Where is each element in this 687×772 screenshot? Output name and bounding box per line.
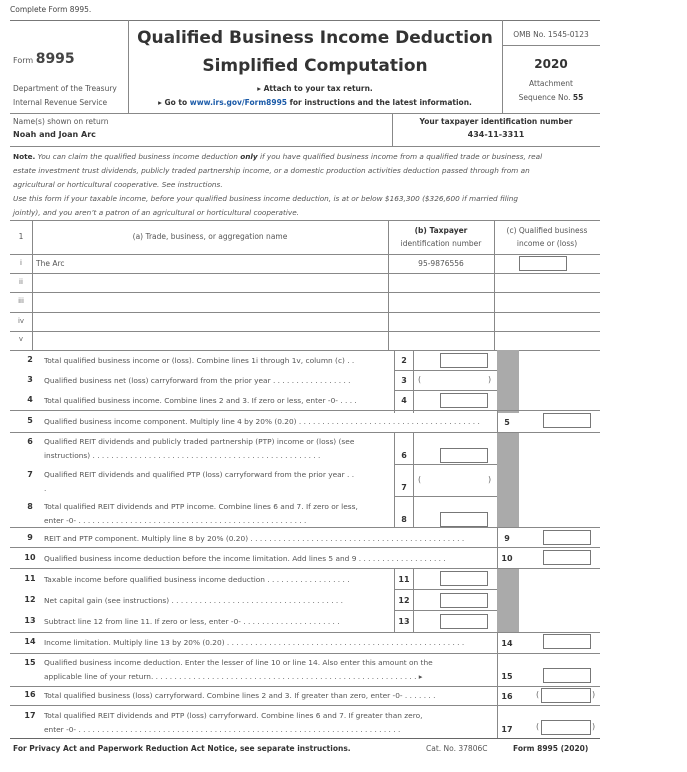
tin-label: Your taxpayer identification number	[419, 117, 573, 126]
row-income-input[interactable]	[519, 256, 567, 271]
line-16-input[interactable]	[541, 688, 591, 703]
shaded-block	[497, 432, 519, 527]
form-number: Form 8995	[13, 51, 75, 67]
dept-line2: Internal Revenue Service	[13, 98, 108, 107]
line-11-input[interactable]	[440, 571, 488, 586]
row-name[interactable]: The Arc	[36, 259, 65, 268]
sequence-number: Sequence No. 55	[518, 93, 584, 102]
omb-number: OMB No. 1545-0123	[513, 30, 589, 39]
line-4-input[interactable]	[440, 393, 488, 408]
line-17-input[interactable]	[541, 720, 591, 735]
line-7-input[interactable]	[424, 473, 488, 488]
shaded-block	[497, 568, 519, 632]
line-5-input[interactable]	[543, 413, 591, 428]
tax-year: 2020	[534, 57, 568, 71]
row-tin[interactable]: 95-9876556	[418, 259, 464, 268]
dept-line1: Department of the Treasury	[13, 84, 117, 93]
line-8-input[interactable]	[440, 512, 488, 527]
line-9-input[interactable]	[543, 530, 591, 545]
note-block: Note. You can claim the qualified business income deduction only if you have qualified business income from a qualified trade or business, real estate investment trust dividends, publicly traded partnership income, or a domestic production activities deduction passed through from an agricultural or horticultural cooperative. See instructions. Use this form if your taxable income, before your qualified business income deduction, is at or below $163,300 ($326,600 if married filing jointly), and you aren’t a patron of an agricultural or horticultural cooperative.	[13, 152, 543, 217]
attach-line: ▸ Attach to your tax return.	[257, 84, 373, 93]
attachment-label: Attachment	[529, 79, 573, 88]
goto-line: ▸ Go to www.irs.gov/Form8995 for instructions and the latest information.	[158, 98, 472, 107]
line-2-input[interactable]	[440, 353, 488, 368]
shaded-block	[497, 350, 519, 413]
line-3-input[interactable]	[424, 373, 488, 388]
line-6-input[interactable]	[440, 448, 488, 463]
col-b-header: (b) Taxpayer identification number	[400, 226, 482, 248]
cat-number: Cat. No. 37806C	[426, 744, 488, 753]
top-caption: Complete Form 8995.	[10, 5, 92, 14]
privacy-notice: For Privacy Act and Paperwork Reduction Act Notice, see separate instructions.	[13, 744, 351, 753]
line-10-input[interactable]	[543, 550, 591, 565]
form-footer: Form 8995 (2020)	[513, 744, 589, 753]
line-14-input[interactable]	[543, 634, 591, 649]
line-13-input[interactable]	[440, 614, 488, 629]
line-15-input[interactable]	[543, 668, 591, 683]
taxpayer-name[interactable]: Noah and Joan Arc	[13, 130, 96, 139]
irs-link[interactable]: www.irs.gov/Form8995	[189, 98, 288, 107]
line-12-input[interactable]	[440, 593, 488, 608]
col-c-header: (c) Qualified business income or (loss)	[506, 226, 588, 248]
title-line2: Simplified Computation	[202, 56, 428, 76]
line-1-number: 1	[18, 232, 24, 241]
title-line1: Qualified Business Income Deduction	[137, 28, 493, 48]
taxpayer-tin[interactable]: 434-11-3311	[467, 130, 525, 139]
col-a-header: (a) Trade, business, or aggregation name	[132, 232, 288, 241]
name-label: Name(s) shown on return	[13, 117, 109, 126]
